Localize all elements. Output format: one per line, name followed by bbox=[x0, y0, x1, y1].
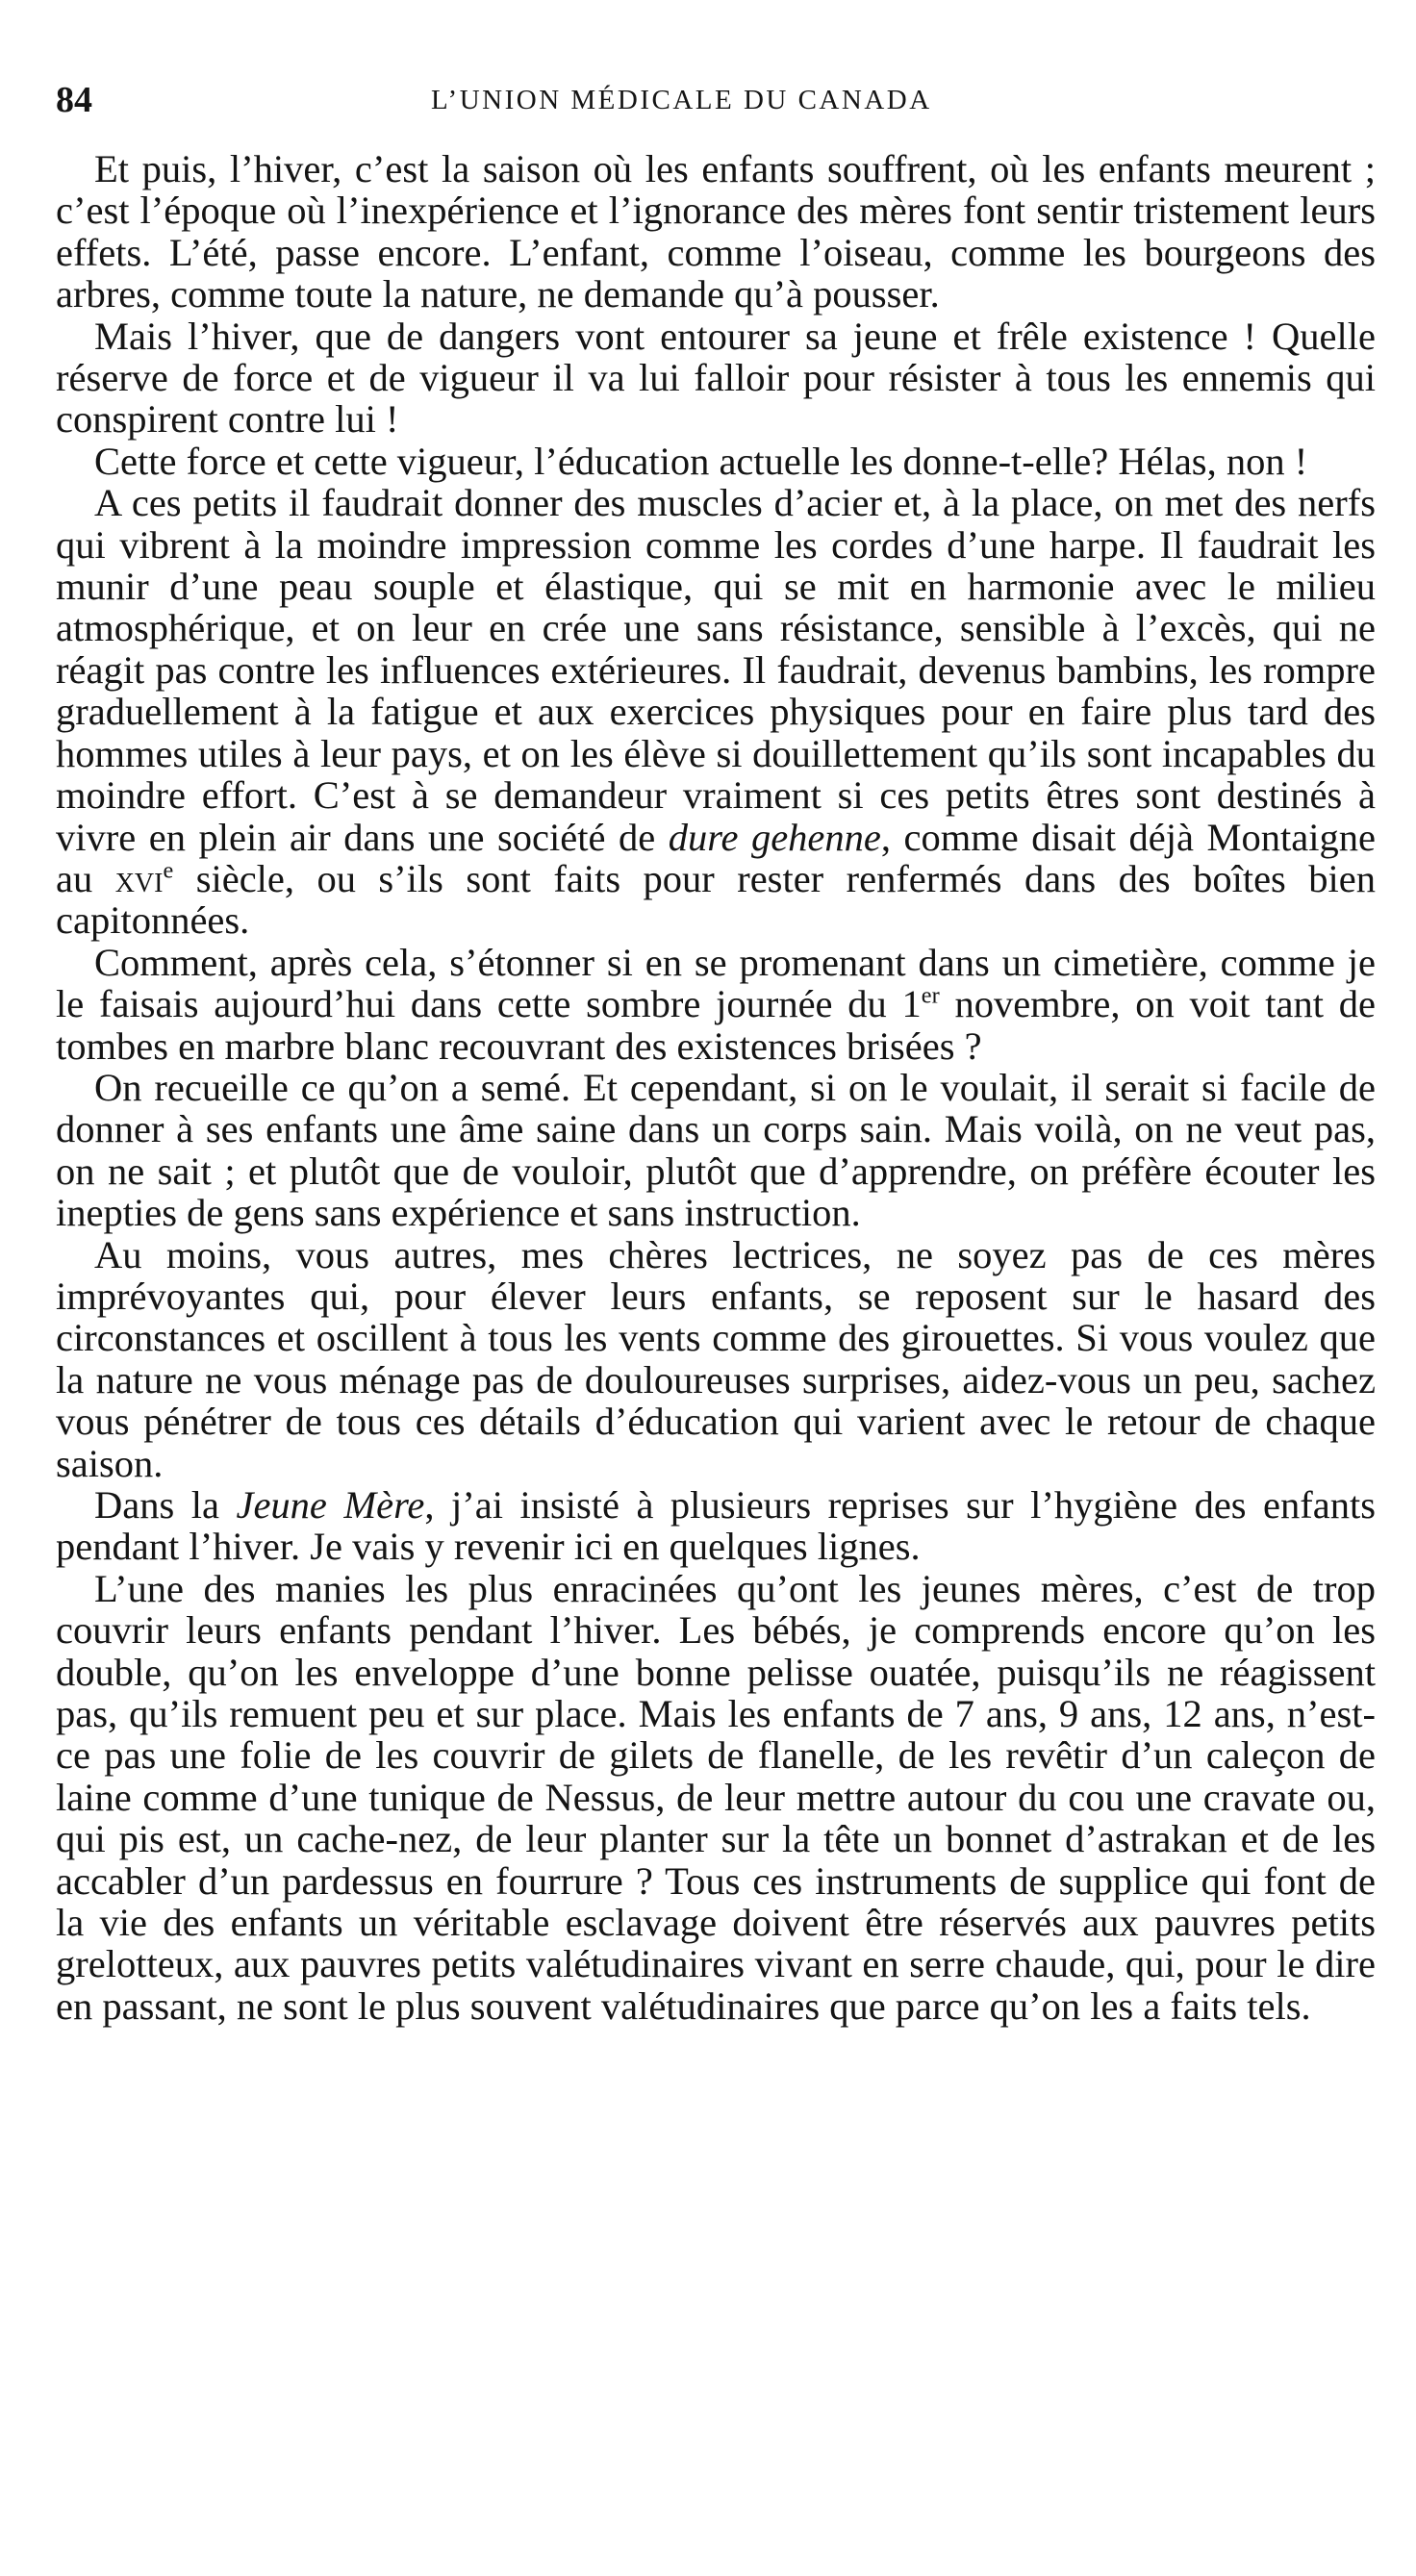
page-number: 84 bbox=[56, 80, 92, 120]
century-superscript: e bbox=[163, 857, 174, 884]
article-body bbox=[56, 148, 1376, 2027]
page-header bbox=[56, 75, 1376, 133]
century-numeral: xvi bbox=[114, 856, 164, 900]
paragraph: Au moins, vous autres, mes chères lectrices, ne soyez pas de ces mères imprévoyantes qui, pour élever leurs enfants, se reposent sur le hasard des circonstances et oscillent à tous les vents comme des girouettes. Si vous voulez que la nature ne vous ménage pas de douloureuses surprises, aidez-vous un peu, sachez vous pénétrer de tous ces détails d’éducation qui varient avec le retour de chaque saison. bbox=[56, 1232, 1376, 1485]
paragraph: Mais l’hiver, que de dangers vont entourer sa jeune et frêle existence ! Quelle réserve de force et de vigueur il va lui falloir pour résister à tous les ennemis qui conspirent contre lui ! bbox=[56, 314, 1376, 442]
paragraph-text: A ces petits il faudrait donner des muscles d’acier et, à la place, on met des nerfs qui vibrent à la moindre impression comme les cordes d’une harpe. Il faudrait les munir d’une peau souple et élastique, qui se mit en harmonie avec le milieu atmosphérique, et on leur en crée une sans résistance, sensible à l’excès, qui ne réagit pas contre les influences extérieures. Il faudrait, devenus bambins, les rompre graduellement à la fatigue et aux exercices physiques pour en faire plus tard des hommes utiles à leur pays, et on les élève si douillettement qu’ils sont incapables du moindre effort. C’est à se demandeur vraiment si ces petits êtres sont destinés à vivre en plein air dans une société de bbox=[56, 481, 1376, 859]
running-head: L’UNION MÉDICALE DU CANADA bbox=[431, 85, 932, 115]
italic-quote: dure gehenne bbox=[668, 815, 881, 859]
paragraph-text: Comment, après cela, s’étonner si en se promenant dans un cimetière, comme je le faisais aujourd’hui dans cette sombre journée du 1 bbox=[56, 940, 1376, 1026]
paragraph-text: Dans la bbox=[94, 1483, 237, 1527]
paragraph-text: , j’ai insisté à plusieurs reprises sur l’hygiène des enfants pendant l’hiver. Je vais y revenir ici en quelques lignes. bbox=[56, 1483, 1377, 1569]
paragraph bbox=[56, 482, 1376, 941]
paragraph-text: , comme disait déjà Montaigne au bbox=[56, 815, 1376, 900]
paragraph-text: novembre, on voit tant de tombes en marbre blanc recouvrant des existences brisées ? bbox=[56, 982, 1376, 1068]
paragraph: Cette force et cette vigueur, l’éducation actuelle les donne-t-elle? Hélas, non ! bbox=[94, 439, 1308, 483]
paragraph bbox=[56, 1484, 1376, 1568]
paragraph: Et puis, l’hiver, c’est la saison où les enfants souffrent, où les enfants meurent ; c’est l’époque où l’inexpérience et l’ignorance des mères font sentir tristement leurs effets. L’été, passe encore. L’enfant, comme l’oiseau, comme les bourgeons des arbres, comme toute la nature, ne demande qu’à pousser. bbox=[56, 147, 1376, 316]
document-page bbox=[56, 75, 1376, 2027]
paragraph: On recueille ce qu’on a semé. Et cependant, si on le voulait, il serait si facile de donner à ses enfants une âme saine dans un corps sain. Mais voilà, on ne veut pas, on ne sait ; et plutôt que de vouloir, plutôt que d’apprendre, on préfère écouter les inepties de gens sans expérience et sans instruction. bbox=[56, 1065, 1376, 1235]
ordinal-superscript: er bbox=[921, 982, 940, 1009]
paragraph bbox=[56, 942, 1376, 1067]
paragraph: L’une des manies les plus enracinées qu’ont les jeunes mères, c’est de trop couvrir leurs enfants pendant l’hiver. Les bébés, je comprends encore qu’on les double, qu’on les enveloppe d’une bonne pelisse ouatée, puisqu’ils ne réagissent pas, qu’ils remuent peu et sur place. Mais les enfants de 7 ans, 9 ans, 12 ans, n’est-ce pas une folie de les couvrir de gilets de flanelle, de les revêtir d’un caleçon de laine comme d’une tunique de Nessus, de leur mettre autour du cou une cravate ou, qui pis est, un cache-nez, de leur planter sur la tête un bonnet d’astrakan et de les accabler d’un pardessus en fourrure ? Tous ces instruments de supplice qui font de la vie des enfants un véritable esclavage doivent être réservés aux pauvres petits grelotteux, aux pauvres petits valétudinaires vivant en serre chaude, qui, pour le dire en passant, ne sont le plus souvent valétudinaires que parce qu’on les a faits tels. bbox=[56, 1566, 1376, 2028]
paragraph-text: siècle, ou s’ils sont faits pour rester renfermés dans des boîtes bien capitonnées. bbox=[56, 856, 1377, 943]
italic-title: Jeune Mère bbox=[236, 1483, 425, 1527]
